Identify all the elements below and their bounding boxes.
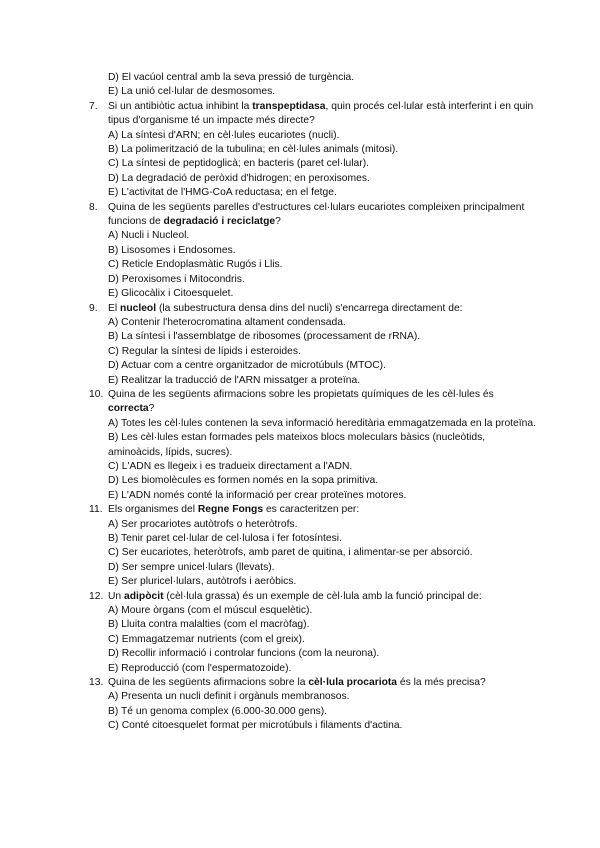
option: D) El vacúol central amb la seva pressió de turgència. xyxy=(108,72,355,83)
option: A) La síntesi d'ARN; en cèl·lules eucariotes (nucli). xyxy=(108,129,340,141)
question-number: 9. xyxy=(89,302,98,314)
option: C) Ser eucariotes, heteròtrofs, amb paret de quitina, i alimentar-se per absorció. xyxy=(108,547,473,559)
question-9 xyxy=(89,302,539,316)
option: E) La unió cel·lular de desmosomes. xyxy=(108,86,276,98)
option: B) Tenir paret cel·lular de cel·lulosa i fer fotosíntesi. xyxy=(108,533,342,544)
question-11 xyxy=(89,503,539,517)
option: B) Lisosomes i Endosomes. xyxy=(108,244,236,256)
option: E) Glicocàlix i Citoesquelet. xyxy=(108,288,234,300)
option: C) L'ADN es llegeix i es tradueix directament a l'ADN. xyxy=(108,460,353,472)
question-number: 7. xyxy=(89,100,98,112)
question-10 xyxy=(89,388,539,417)
option: A) Totes les cèl·lules contenen la seva informació hereditària emmagatzemada en la proteïna. xyxy=(108,417,536,429)
option: A) Nucli i Nucleol. xyxy=(108,230,190,242)
option: D) Peroxisomes i Mitocondris. xyxy=(108,273,245,285)
option: A) Presenta un nucli definit i orgànuls membranosos. xyxy=(108,691,350,703)
question-number: 8. xyxy=(89,201,98,213)
question-stem: Un adipòcit (cèl·lula grassa) és un exemple de cèl·lula amb la funció principal de: xyxy=(108,590,482,602)
option: B) Té un genoma complex (6.000-30.000 gens). xyxy=(108,705,328,717)
option: C) Reticle Endoplasmàtic Rugós i Llis. xyxy=(108,259,283,271)
question-number: 13. xyxy=(89,677,104,689)
question-number: 10. xyxy=(89,388,104,400)
option: E) L'ADN només conté la informació per crear proteïnes motores. xyxy=(108,489,407,501)
option: D) Les biomolècules es formen només en la sopa primitiva. xyxy=(108,475,379,487)
option: E) Ser pluricel·lulars, autòtrofs i aeròbics. xyxy=(108,576,297,588)
option: D) Actuar com a centre organitzador de microtúbuls (MTOC). xyxy=(108,360,386,372)
option: E) Realitzar la traducció de l'ARN missatger a proteïna. xyxy=(108,374,361,386)
option: B) Les cèl·lules estan formades pels mateixos blocs moleculars bàsics (nucleòtids, aminoàcids, lípids, sucres). xyxy=(108,432,486,458)
option: A) Contenir l'heterocromatina altament condensada. xyxy=(108,316,346,328)
question-7 xyxy=(89,100,539,129)
option: C) Regular la síntesi de lípids i esteroides. xyxy=(108,345,301,357)
question-13 xyxy=(89,676,539,690)
option: B) La síntesi i l'assemblatge de ribosomes (processament de rRNA). xyxy=(108,331,421,343)
question-stem: Si un antibiòtic actua inhibint la transpeptidasa, quin procés cel·lular està interferint i en quin tipus d'organisme té un impacte més directe? xyxy=(108,100,534,127)
option: B) La polimerització de la tubulina; en cèl·lules animals (mitosi). xyxy=(108,144,399,156)
option: A) Ser procariotes autòtrofs o heteròtrofs. xyxy=(108,518,298,530)
option: E) Reproducció (com l'espermatozoide). xyxy=(108,662,292,674)
option: D) La degradació de peròxid d'hidrogen; en peroxisomes. xyxy=(108,172,370,184)
question-stem: Quina de les següents afirmacions sobre les propietats químiques de les cèl·lules és correcta? xyxy=(108,388,494,415)
question-8 xyxy=(89,201,539,230)
question-stem: El nucleol (la subestructura densa dins del nucli) s'encarrega directament de: xyxy=(108,302,463,314)
question-stem: Quina de les següents afirmacions sobre la cèl·lula procariota és la més precisa? xyxy=(108,677,486,689)
option: D) Ser sempre unicel·lulars (llevats). xyxy=(108,561,275,573)
option: E) L'activitat de l'HMG-CoA reductasa; en el fetge. xyxy=(108,187,337,199)
document-body xyxy=(89,71,539,734)
question-stem: Quina de les següents parelles d'estructures cel·lulars eucariotes compleixen principalment funcions de degradació i reciclatge? xyxy=(108,201,525,228)
option: B) Lluita contra malalties (com el macròfag). xyxy=(108,619,310,631)
option: D) Recollir informació i controlar funcions (com la neurona). xyxy=(108,648,380,660)
option: C) La síntesi de peptidoglicà; en bacteris (paret cel·lular). xyxy=(108,158,369,170)
continuation-options xyxy=(89,71,539,100)
question-12 xyxy=(89,590,539,604)
option: C) Conté citoesquelet format per microtúbuls i filaments d'actina. xyxy=(108,720,403,732)
option: A) Moure òrgans (com el múscul esquelètic). xyxy=(108,605,313,617)
question-number: 11. xyxy=(89,504,103,516)
question-stem: Els organismes del Regne Fongs es caracteritzen per: xyxy=(108,504,360,516)
question-number: 12. xyxy=(89,590,104,602)
option: C) Emmagatzemar nutrients (com el greix). xyxy=(108,633,305,645)
